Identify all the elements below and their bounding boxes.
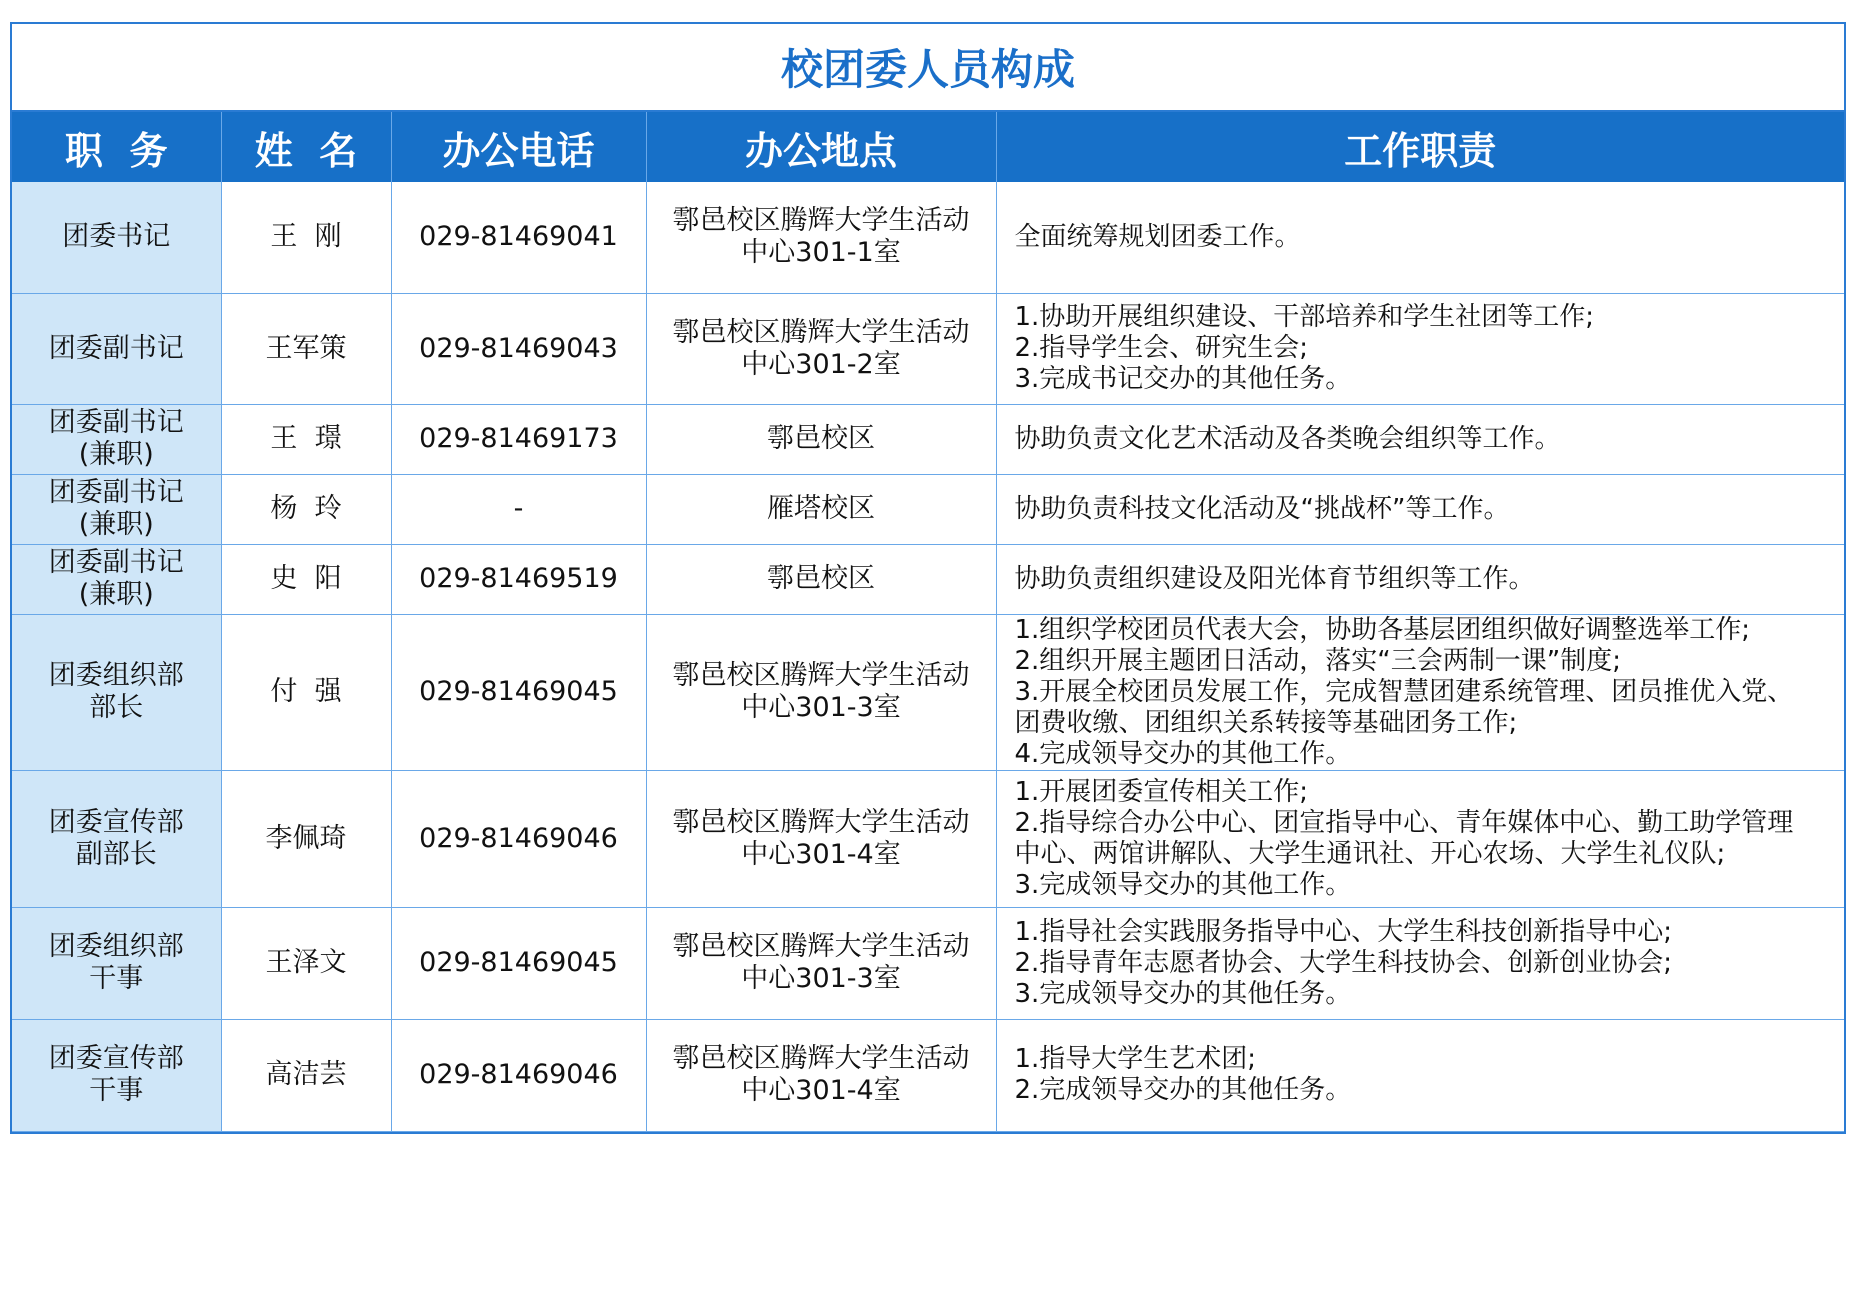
location-cell bbox=[646, 293, 996, 404]
table-row bbox=[12, 474, 1844, 544]
duty-line: 3.完成领导交办的其他工作。 bbox=[1014, 869, 1352, 900]
duty-line: 2.指导学生会、研究生会; bbox=[1014, 333, 1309, 363]
position-text: 干事 bbox=[89, 1075, 144, 1106]
duty-line: 3.完成领导交办的其他任务。 bbox=[1014, 978, 1352, 1009]
location-cell bbox=[646, 404, 996, 474]
duties-cell bbox=[996, 544, 1844, 614]
location-text: 鄠邑校区腾辉大学生活动 bbox=[672, 1043, 970, 1074]
duty-line: 协助负责文化艺术活动及各类晚会组织等工作。 bbox=[1014, 423, 1561, 454]
location-text: 鄠邑校区腾辉大学生活动 bbox=[672, 660, 970, 691]
location-text: 中心301-2室 bbox=[741, 348, 901, 380]
duties-cell bbox=[996, 907, 1844, 1019]
name-cell: 史 阳 bbox=[221, 544, 391, 614]
duties-cell bbox=[996, 474, 1844, 544]
position-cell bbox=[12, 614, 221, 770]
phone-cell: 029-81469046 bbox=[391, 770, 646, 907]
location-text: 中心301-1室 bbox=[741, 237, 901, 269]
duty-line: 1.指导社会实践服务指导中心、大学生科技创新指导中心; bbox=[1014, 916, 1673, 947]
name-cell: 王泽文 bbox=[221, 907, 391, 1019]
phone-cell: 029-81469519 bbox=[391, 544, 646, 614]
name-cell: 高洁芸 bbox=[221, 1019, 391, 1131]
position-text: 团委宣传部 bbox=[48, 1043, 184, 1074]
location-text: 鄠邑校区腾辉大学生活动 bbox=[672, 205, 970, 237]
table-row bbox=[12, 293, 1844, 404]
table-row bbox=[12, 770, 1844, 907]
position-text: 团委副书记 bbox=[48, 547, 184, 578]
staff-table bbox=[12, 112, 1844, 1132]
duty-line: 3.完成书记交办的其他任务。 bbox=[1014, 364, 1352, 394]
phone-cell: 029-81469045 bbox=[391, 614, 646, 770]
table-row bbox=[12, 404, 1844, 474]
table-row bbox=[12, 1019, 1844, 1131]
table-row bbox=[12, 907, 1844, 1019]
position-text: 团委副书记 bbox=[48, 407, 184, 438]
header-location: 办公地点 bbox=[646, 112, 996, 182]
phone-cell: 029-81469043 bbox=[391, 293, 646, 404]
table-row bbox=[12, 544, 1844, 614]
location-cell bbox=[646, 907, 996, 1019]
position-cell bbox=[12, 544, 221, 614]
position-text: 团委组织部 bbox=[48, 931, 184, 962]
position-cell bbox=[12, 474, 221, 544]
duty-line: 2.组织开展主题团日活动，落实“三会两制一课”制度; bbox=[1014, 645, 1622, 676]
location-text: 中心301-3室 bbox=[741, 963, 901, 994]
table-title: 校团委人员构成 bbox=[12, 24, 1844, 112]
position-text: (兼职) bbox=[78, 579, 154, 610]
duties-cell bbox=[996, 770, 1844, 907]
location-text: 中心301-4室 bbox=[741, 838, 901, 870]
duty-line: 协助负责科技文化活动及“挑战杯”等工作。 bbox=[1014, 493, 1510, 524]
position-cell bbox=[12, 770, 221, 907]
location-text: 鄠邑校区腾辉大学生活动 bbox=[672, 931, 970, 962]
position-text: 副部长 bbox=[75, 838, 157, 870]
phone-cell: - bbox=[391, 474, 646, 544]
location-text: 雁塔校区 bbox=[767, 493, 875, 524]
duty-line: 1.指导大学生艺术团; bbox=[1014, 1044, 1257, 1074]
name-cell: 王军策 bbox=[221, 293, 391, 404]
location-text: 中心301-4室 bbox=[741, 1075, 901, 1106]
header-position: 职 务 bbox=[12, 112, 221, 182]
position-text: (兼职) bbox=[78, 439, 154, 470]
position-text: (兼职) bbox=[78, 509, 154, 540]
duty-line: 中心、两馆讲解队、大学生通讯社、开心农场、大学生礼仪队; bbox=[1014, 838, 1726, 869]
duty-line: 3.开展全校团员发展工作，完成智慧团建系统管理、团员推优入党、 bbox=[1014, 676, 1794, 707]
phone-cell: 029-81469046 bbox=[391, 1019, 646, 1131]
location-cell bbox=[646, 544, 996, 614]
location-cell bbox=[646, 182, 996, 293]
duties-cell bbox=[996, 293, 1844, 404]
position-text: 团委组织部 bbox=[48, 660, 184, 691]
position-cell bbox=[12, 1019, 221, 1131]
duty-line: 1.协助开展组织建设、干部培养和学生社团等工作; bbox=[1014, 302, 1595, 332]
name-cell: 付 强 bbox=[221, 614, 391, 770]
duty-line: 2.完成领导交办的其他任务。 bbox=[1014, 1075, 1352, 1105]
duty-line: 全面统筹规划团委工作。 bbox=[1014, 221, 1301, 252]
duties-cell bbox=[996, 614, 1844, 770]
position-text: 团委宣传部 bbox=[48, 806, 184, 838]
position-text: 干事 bbox=[89, 963, 144, 994]
staff-table-sheet bbox=[10, 22, 1846, 1134]
table-body bbox=[12, 182, 1844, 1131]
duty-line: 4.完成领导交办的其他工作。 bbox=[1014, 738, 1352, 769]
location-text: 中心301-3室 bbox=[741, 692, 901, 723]
duty-line: 2.指导青年志愿者协会、大学生科技协会、创新创业协会; bbox=[1014, 947, 1673, 978]
phone-cell: 029-81469045 bbox=[391, 907, 646, 1019]
position-text: 团委书记 bbox=[62, 221, 171, 253]
location-cell bbox=[646, 770, 996, 907]
header-duties: 工作职责 bbox=[996, 112, 1844, 182]
position-cell bbox=[12, 404, 221, 474]
duty-line: 2.指导综合办公中心、团宣指导中心、青年媒体中心、勤工助学管理 bbox=[1014, 807, 1794, 838]
location-cell bbox=[646, 614, 996, 770]
location-text: 鄠邑校区 bbox=[767, 563, 875, 594]
name-cell: 李佩琦 bbox=[221, 770, 391, 907]
name-cell: 王 刚 bbox=[221, 182, 391, 293]
position-text: 部长 bbox=[89, 692, 144, 723]
phone-cell: 029-81469041 bbox=[391, 182, 646, 293]
location-text: 鄠邑校区 bbox=[767, 423, 875, 454]
table-row bbox=[12, 182, 1844, 293]
name-cell: 杨 玲 bbox=[221, 474, 391, 544]
position-cell bbox=[12, 182, 221, 293]
duty-line: 1.组织学校团员代表大会，协助各基层团组织做好调整选举工作; bbox=[1014, 614, 1751, 645]
location-text: 鄠邑校区腾辉大学生活动 bbox=[672, 806, 970, 838]
location-cell bbox=[646, 1019, 996, 1131]
position-cell bbox=[12, 907, 221, 1019]
phone-cell: 029-81469173 bbox=[391, 404, 646, 474]
duties-cell bbox=[996, 404, 1844, 474]
duties-cell bbox=[996, 1019, 1844, 1131]
position-text: 团委副书记 bbox=[48, 477, 184, 508]
duty-line: 协助负责组织建设及阳光体育节组织等工作。 bbox=[1014, 563, 1535, 594]
name-cell: 王 璟 bbox=[221, 404, 391, 474]
header-name: 姓 名 bbox=[221, 112, 391, 182]
position-text: 团委副书记 bbox=[48, 332, 184, 364]
location-cell bbox=[646, 474, 996, 544]
header-row bbox=[12, 112, 1844, 182]
position-cell bbox=[12, 293, 221, 404]
location-text: 鄠邑校区腾辉大学生活动 bbox=[672, 316, 970, 348]
duties-cell bbox=[996, 182, 1844, 293]
duty-line: 团费收缴、团组织关系转接等基础团务工作; bbox=[1014, 707, 1518, 738]
table-row bbox=[12, 614, 1844, 770]
duty-line: 1.开展团委宣传相关工作; bbox=[1014, 776, 1309, 807]
header-phone: 办公电话 bbox=[391, 112, 646, 182]
